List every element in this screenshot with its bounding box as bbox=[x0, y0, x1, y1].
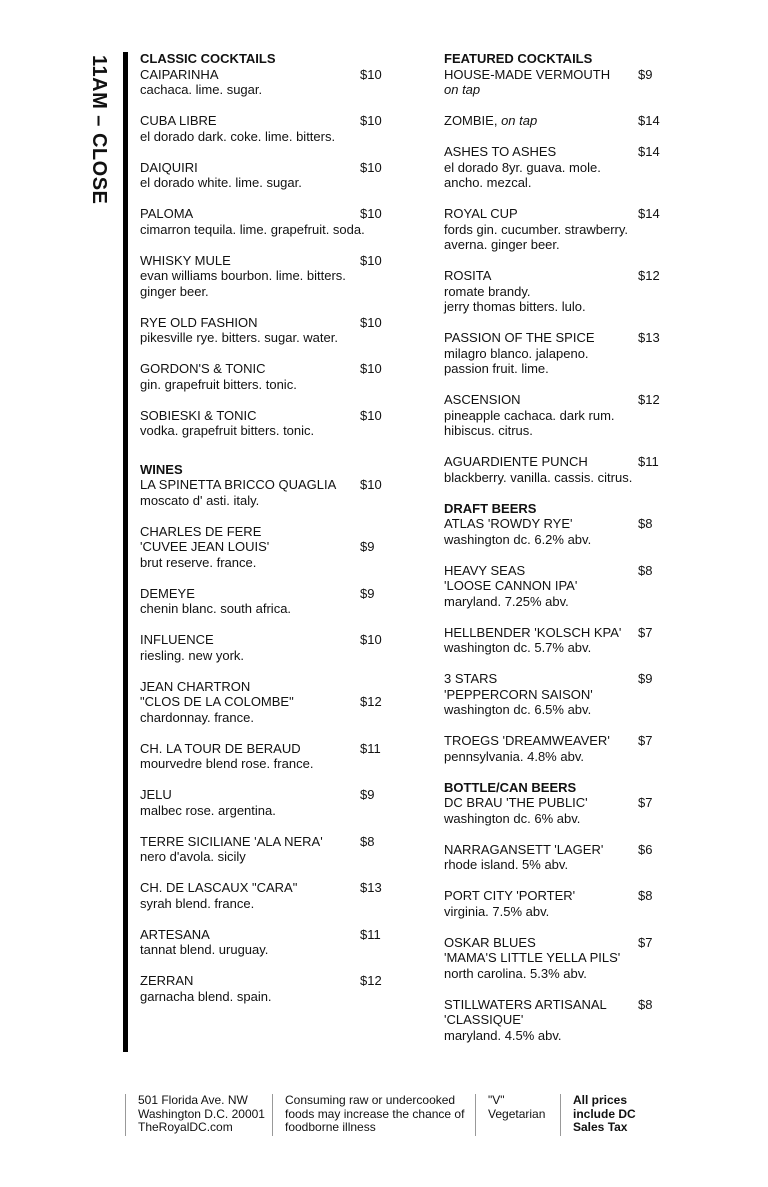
item-name-line bbox=[140, 539, 382, 555]
item-description: el dorado white. lime. sugar. bbox=[140, 175, 302, 190]
item-description: nero d'avola. sicily bbox=[140, 849, 246, 864]
menu-item bbox=[444, 733, 660, 764]
menu-item bbox=[444, 625, 660, 656]
item-description: pennsylvania. 4.8% abv. bbox=[444, 748, 584, 764]
item-description: moscato d' asti. italy. bbox=[140, 492, 260, 508]
item-price: $8 bbox=[638, 562, 653, 578]
menu-item bbox=[140, 741, 382, 772]
item-name: PASSION OF THE SPICE bbox=[444, 330, 595, 345]
item-description: north carolina. 5.3% abv. bbox=[444, 965, 587, 981]
item-description: pineapple cachaca. dark rum. bbox=[444, 407, 615, 423]
item-price: $7 bbox=[638, 624, 653, 640]
item-name: CH. DE LASCAUX "CARA" bbox=[140, 880, 298, 895]
menu-item bbox=[444, 454, 660, 485]
item-price: $13 bbox=[360, 880, 382, 895]
item-name-wrap bbox=[444, 578, 577, 594]
item-note: on tap bbox=[444, 82, 481, 97]
item-name-line bbox=[444, 950, 660, 966]
item-price: $7 bbox=[638, 934, 653, 950]
item-name-wrap bbox=[444, 268, 491, 284]
footer bbox=[0, 1094, 768, 1138]
item-price: $8 bbox=[360, 833, 375, 849]
item-name: ATLAS 'ROWDY RYE' bbox=[444, 516, 573, 531]
item-name-line bbox=[140, 253, 382, 269]
menu-item bbox=[444, 268, 660, 315]
item-price: $10 bbox=[360, 113, 382, 128]
item-name-wrap bbox=[140, 524, 261, 540]
item-price: $10 bbox=[360, 477, 382, 492]
item-name-wrap bbox=[140, 315, 258, 331]
item-price: $10 bbox=[360, 314, 382, 330]
item-name-wrap bbox=[140, 586, 195, 602]
item-name: "CLOS DE LA COLOMBE" bbox=[140, 694, 294, 709]
item-description: mourvedre blend rose. france. bbox=[140, 756, 314, 771]
item-price: $14 bbox=[638, 206, 660, 221]
item-name: ZOMBIE, bbox=[444, 113, 498, 128]
item-name-line bbox=[140, 408, 382, 424]
item-name-wrap bbox=[444, 392, 521, 408]
item-name-line bbox=[140, 632, 382, 648]
menu-item bbox=[444, 888, 660, 919]
item-name: CAIPARINHA bbox=[140, 66, 219, 82]
item-price: $10 bbox=[360, 632, 382, 647]
item-price: $6 bbox=[638, 841, 653, 857]
item-name-line bbox=[140, 67, 382, 83]
item-price: $11 bbox=[360, 740, 381, 756]
item-price: $13 bbox=[638, 330, 660, 345]
item-name: CH. LA TOUR DE BERAUD bbox=[140, 740, 301, 756]
menu-section bbox=[444, 501, 660, 765]
item-name: HEAVY SEAS bbox=[444, 562, 526, 578]
item-name-wrap bbox=[140, 741, 301, 757]
menu-item bbox=[140, 834, 382, 865]
item-price: $8 bbox=[638, 996, 653, 1012]
item-description: garnacha blend. spain. bbox=[140, 988, 272, 1004]
menu-item bbox=[140, 927, 382, 958]
item-name-wrap bbox=[140, 253, 231, 269]
divider-bar bbox=[123, 52, 128, 1052]
item-name-line bbox=[444, 687, 660, 703]
item-name-wrap bbox=[444, 206, 518, 222]
website-link[interactable]: TheRoyalDC.com bbox=[138, 1120, 233, 1134]
item-name: STILLWATERS ARTISANAL bbox=[444, 996, 607, 1012]
item-price: $11 bbox=[638, 454, 659, 469]
item-name-line bbox=[444, 935, 660, 951]
item-description: cimarron tequila. lime. grapefruit. soda. bbox=[140, 221, 365, 237]
item-name-line bbox=[140, 524, 382, 540]
menu-item bbox=[444, 144, 660, 191]
menu-item bbox=[444, 67, 660, 98]
menu-item bbox=[444, 997, 660, 1044]
item-name-wrap bbox=[140, 206, 193, 222]
item-price: $7 bbox=[638, 795, 653, 810]
menu-item bbox=[140, 973, 382, 1004]
item-price: $12 bbox=[638, 268, 660, 283]
item-name: NARRAGANSETT 'LAGER' bbox=[444, 841, 604, 857]
item-name-wrap bbox=[444, 888, 575, 904]
item-name-line bbox=[444, 392, 660, 408]
item-description: virginia. 7.5% abv. bbox=[444, 903, 550, 919]
item-description: chenin blanc. south africa. bbox=[140, 601, 292, 616]
item-name-wrap bbox=[140, 787, 172, 803]
item-description: passion fruit. lime. bbox=[444, 361, 549, 376]
item-description: riesling. new york. bbox=[140, 647, 245, 663]
item-name: ROSITA bbox=[444, 268, 492, 283]
item-description: brut reserve. france. bbox=[140, 554, 257, 570]
item-name-wrap bbox=[444, 671, 497, 687]
item-price: $12 bbox=[360, 694, 382, 709]
item-name-line bbox=[140, 315, 382, 331]
item-description: ginger beer. bbox=[140, 283, 209, 299]
item-name-line bbox=[444, 578, 660, 594]
menu-item bbox=[444, 113, 660, 129]
item-name-wrap bbox=[444, 516, 573, 532]
item-price: $9 bbox=[360, 585, 375, 601]
item-name-wrap bbox=[140, 927, 210, 943]
item-description: washington dc. 6% abv. bbox=[444, 810, 581, 826]
item-name: CUBA LIBRE bbox=[140, 113, 217, 128]
item-name: INFLUENCE bbox=[140, 632, 214, 647]
item-price: $7 bbox=[638, 733, 653, 748]
section-title: BOTTLE/CAN BEERS bbox=[444, 779, 577, 795]
item-name-wrap bbox=[140, 361, 266, 377]
item-name: WHISKY MULE bbox=[140, 252, 231, 268]
menu-section bbox=[140, 51, 382, 439]
item-name-line bbox=[140, 160, 382, 176]
menu-item bbox=[140, 586, 382, 617]
item-name-line bbox=[444, 671, 660, 687]
item-description: milagro blanco. jalapeno. bbox=[444, 345, 589, 361]
item-name-line bbox=[140, 113, 382, 129]
item-price: $10 bbox=[360, 66, 382, 82]
item-price: $9 bbox=[360, 539, 375, 554]
item-description: chardonnay. france. bbox=[140, 709, 254, 725]
section-title: FEATURED COCKTAILS bbox=[444, 51, 593, 66]
item-description: syrah blend. france. bbox=[140, 895, 255, 911]
item-name: AGUARDIENTE PUNCH bbox=[444, 454, 588, 469]
menu-item bbox=[140, 113, 382, 144]
item-description: hibiscus. citrus. bbox=[444, 423, 533, 438]
item-price: $9 bbox=[360, 787, 375, 802]
item-name: PALOMA bbox=[140, 206, 194, 221]
menu-item bbox=[140, 679, 382, 726]
item-name-wrap bbox=[140, 160, 198, 176]
item-price: $10 bbox=[360, 159, 382, 175]
item-name-line bbox=[140, 834, 382, 850]
item-name-line bbox=[140, 206, 382, 222]
menu-item bbox=[140, 408, 382, 439]
item-name: ASHES TO ASHES bbox=[444, 144, 557, 159]
item-name-wrap bbox=[444, 563, 525, 579]
item-note: on tap bbox=[497, 113, 538, 128]
item-name: DAIQUIRI bbox=[140, 159, 198, 175]
item-name: TROEGS 'DREAMWEAVER' bbox=[444, 733, 610, 748]
item-description: maryland. 7.25% abv. bbox=[444, 593, 569, 609]
menu-item bbox=[444, 516, 660, 547]
item-price: $10 bbox=[360, 252, 382, 268]
item-name-line bbox=[140, 477, 382, 493]
item-price: $8 bbox=[638, 888, 653, 903]
item-name-line bbox=[140, 361, 382, 377]
item-name-wrap bbox=[444, 113, 537, 129]
menu-item bbox=[140, 880, 382, 911]
menu-item bbox=[444, 206, 660, 253]
item-name-line bbox=[140, 880, 382, 896]
item-name: OSKAR BLUES bbox=[444, 934, 536, 950]
item-name-wrap bbox=[444, 795, 588, 811]
item-price: $8 bbox=[638, 516, 653, 531]
item-name-line bbox=[140, 927, 382, 943]
item-name: TERRE SICILIANE 'ALA NERA' bbox=[140, 833, 323, 849]
item-name: HOUSE-MADE VERMOUTH bbox=[444, 66, 611, 82]
menu-item bbox=[444, 842, 660, 873]
item-description: romate brandy. bbox=[444, 283, 531, 299]
item-description: blackberry. vanilla. cassis. citrus. bbox=[444, 469, 633, 485]
item-name-wrap bbox=[140, 880, 297, 896]
section-title: WINES bbox=[140, 461, 183, 477]
item-name-wrap bbox=[444, 454, 588, 470]
menu-section bbox=[444, 51, 660, 485]
menu-item bbox=[444, 330, 660, 377]
item-description: cachaca. lime. sugar. bbox=[140, 82, 263, 97]
menu-item bbox=[444, 795, 660, 826]
item-name-line bbox=[140, 694, 382, 710]
menu-item bbox=[140, 632, 382, 663]
item-name: ARTESANA bbox=[140, 926, 210, 942]
menu-item bbox=[140, 253, 382, 300]
menu-item bbox=[140, 315, 382, 346]
menu-item bbox=[140, 206, 382, 237]
item-description: averna. ginger beer. bbox=[444, 237, 560, 252]
item-name-line bbox=[444, 625, 660, 641]
item-description: washington dc. 6.2% abv. bbox=[444, 531, 592, 547]
item-name-wrap bbox=[444, 330, 595, 346]
item-name-line bbox=[444, 67, 660, 83]
item-name-line bbox=[444, 454, 660, 470]
menu-item bbox=[444, 935, 660, 982]
item-name: LA SPINETTA BRICCO QUAGLIA bbox=[140, 477, 337, 492]
item-name-wrap bbox=[444, 935, 536, 951]
item-description: jerry thomas bitters. lulo. bbox=[444, 299, 586, 314]
item-name: CHARLES DE FERE bbox=[140, 523, 262, 539]
item-name-line bbox=[140, 973, 382, 989]
item-name-line bbox=[444, 733, 660, 749]
item-name-wrap bbox=[444, 842, 603, 858]
item-name-wrap bbox=[140, 539, 269, 555]
item-description: washington dc. 5.7% abv. bbox=[444, 640, 592, 655]
menu-item bbox=[444, 392, 660, 439]
item-name-wrap bbox=[444, 144, 556, 160]
item-name-wrap bbox=[140, 408, 257, 424]
item-name: PORT CITY 'PORTER' bbox=[444, 888, 576, 903]
item-name: DEMEYE bbox=[140, 585, 195, 601]
item-price: $14 bbox=[638, 144, 660, 159]
item-description: washington dc. 6.5% abv. bbox=[444, 702, 592, 717]
item-name: ZERRAN bbox=[140, 973, 194, 988]
item-name-line bbox=[140, 741, 382, 757]
hours-label: 11AM – CLOSE bbox=[88, 55, 110, 205]
item-name: 'MAMA'S LITTLE YELLA PILS' bbox=[444, 950, 621, 965]
item-description: rhode island. 5% abv. bbox=[444, 857, 569, 872]
right-column bbox=[444, 51, 660, 1059]
item-name-line bbox=[444, 997, 660, 1013]
item-name-line bbox=[140, 679, 382, 695]
menu-item bbox=[444, 671, 660, 718]
item-name: 'LOOSE CANNON IPA' bbox=[444, 578, 578, 593]
item-name-wrap bbox=[140, 679, 250, 695]
item-name-line bbox=[444, 330, 660, 346]
item-name-line bbox=[444, 563, 660, 579]
footer-warning: Consuming raw or undercooked foods may increase the chance of foodborne illness bbox=[272, 1094, 475, 1136]
item-name-wrap bbox=[140, 113, 217, 129]
item-name-wrap bbox=[140, 973, 193, 989]
menu-item bbox=[140, 477, 382, 508]
item-price: $12 bbox=[638, 392, 660, 407]
menu-item bbox=[140, 67, 382, 98]
item-name-wrap bbox=[140, 834, 323, 850]
item-name-wrap bbox=[140, 67, 219, 83]
item-description: vodka. grapefruit bitters. tonic. bbox=[140, 423, 315, 438]
item-name-line bbox=[444, 842, 660, 858]
item-name-wrap bbox=[140, 632, 214, 648]
item-name-line bbox=[140, 586, 382, 602]
menu-section bbox=[140, 462, 382, 1005]
item-name-line bbox=[444, 1012, 660, 1028]
menu-item bbox=[140, 524, 382, 571]
item-name-line bbox=[444, 888, 660, 904]
item-price: $11 bbox=[360, 926, 381, 942]
item-description: maryland. 4.5% abv. bbox=[444, 1027, 562, 1043]
item-name: HELLBENDER 'KOLSCH KPA' bbox=[444, 624, 622, 640]
item-price: $10 bbox=[360, 361, 382, 376]
item-name-line bbox=[444, 268, 660, 284]
item-name: 3 STARS bbox=[444, 671, 498, 686]
item-name: 'CUVEE JEAN LOUIS' bbox=[140, 539, 270, 554]
item-price: $10 bbox=[360, 206, 382, 221]
item-description: malbec rose. argentina. bbox=[140, 802, 276, 818]
item-name-line bbox=[140, 787, 382, 803]
item-name-wrap bbox=[444, 733, 610, 749]
item-name: SOBIESKI & TONIC bbox=[140, 407, 257, 423]
item-price: $14 bbox=[638, 113, 660, 128]
item-name: ROYAL CUP bbox=[444, 206, 518, 221]
item-price: $10 bbox=[360, 407, 382, 423]
item-name-wrap bbox=[140, 694, 294, 710]
item-name-line bbox=[444, 113, 660, 129]
item-name-wrap bbox=[444, 625, 621, 641]
footer-legend: "V" Vegetarian bbox=[475, 1094, 558, 1136]
item-name: 'PEPPERCORN SAISON' bbox=[444, 686, 593, 702]
footer-tax-note: All prices include DC Sales Tax bbox=[560, 1094, 663, 1136]
item-name: GORDON'S & TONIC bbox=[140, 361, 266, 376]
item-description: el dorado 8yr. guava. mole. bbox=[444, 159, 601, 175]
item-name-wrap bbox=[444, 67, 610, 83]
item-price: $9 bbox=[638, 671, 653, 686]
item-description: fords gin. cucumber. strawberry. bbox=[444, 221, 628, 237]
menu-item bbox=[444, 563, 660, 610]
item-name-line bbox=[444, 795, 660, 811]
item-name: JEAN CHARTRON bbox=[140, 678, 251, 694]
item-name: ASCENSION bbox=[444, 392, 521, 407]
menu-item bbox=[140, 787, 382, 818]
menu-item bbox=[140, 361, 382, 392]
menu-item bbox=[140, 160, 382, 191]
item-price: $9 bbox=[638, 66, 653, 82]
item-name-wrap bbox=[140, 477, 336, 493]
item-description: tannat blend. uruguay. bbox=[140, 942, 269, 957]
item-description: gin. grapefruit bitters. tonic. bbox=[140, 376, 297, 392]
menu-section bbox=[444, 780, 660, 1044]
section-title: DRAFT BEERS bbox=[444, 500, 537, 516]
item-name: RYE OLD FASHION bbox=[140, 314, 258, 330]
item-price: $12 bbox=[360, 973, 382, 988]
item-name-wrap bbox=[444, 997, 607, 1013]
item-name: DC BRAU 'THE PUBLIC' bbox=[444, 795, 588, 810]
item-description: evan williams bourbon. lime. bitters. bbox=[140, 268, 346, 283]
item-name-line bbox=[444, 206, 660, 222]
item-description: pikesville rye. bitters. sugar. water. bbox=[140, 330, 338, 345]
footer-address: 501 Florida Ave. NW Washington D.C. 20001 TheRoyalDC.com bbox=[125, 1094, 268, 1136]
item-name-line bbox=[444, 144, 660, 160]
item-name-wrap bbox=[444, 1012, 523, 1028]
item-name-line bbox=[444, 516, 660, 532]
item-name-wrap bbox=[444, 950, 620, 966]
section-title: CLASSIC COCKTAILS bbox=[140, 51, 276, 66]
item-name: JELU bbox=[140, 787, 172, 802]
left-column bbox=[140, 51, 382, 1020]
item-description: el dorado dark. coke. lime. bitters. bbox=[140, 128, 336, 144]
item-description: ancho. mezcal. bbox=[444, 175, 532, 190]
item-name-wrap bbox=[444, 687, 593, 703]
item-name: 'CLASSIQUE' bbox=[444, 1012, 524, 1027]
